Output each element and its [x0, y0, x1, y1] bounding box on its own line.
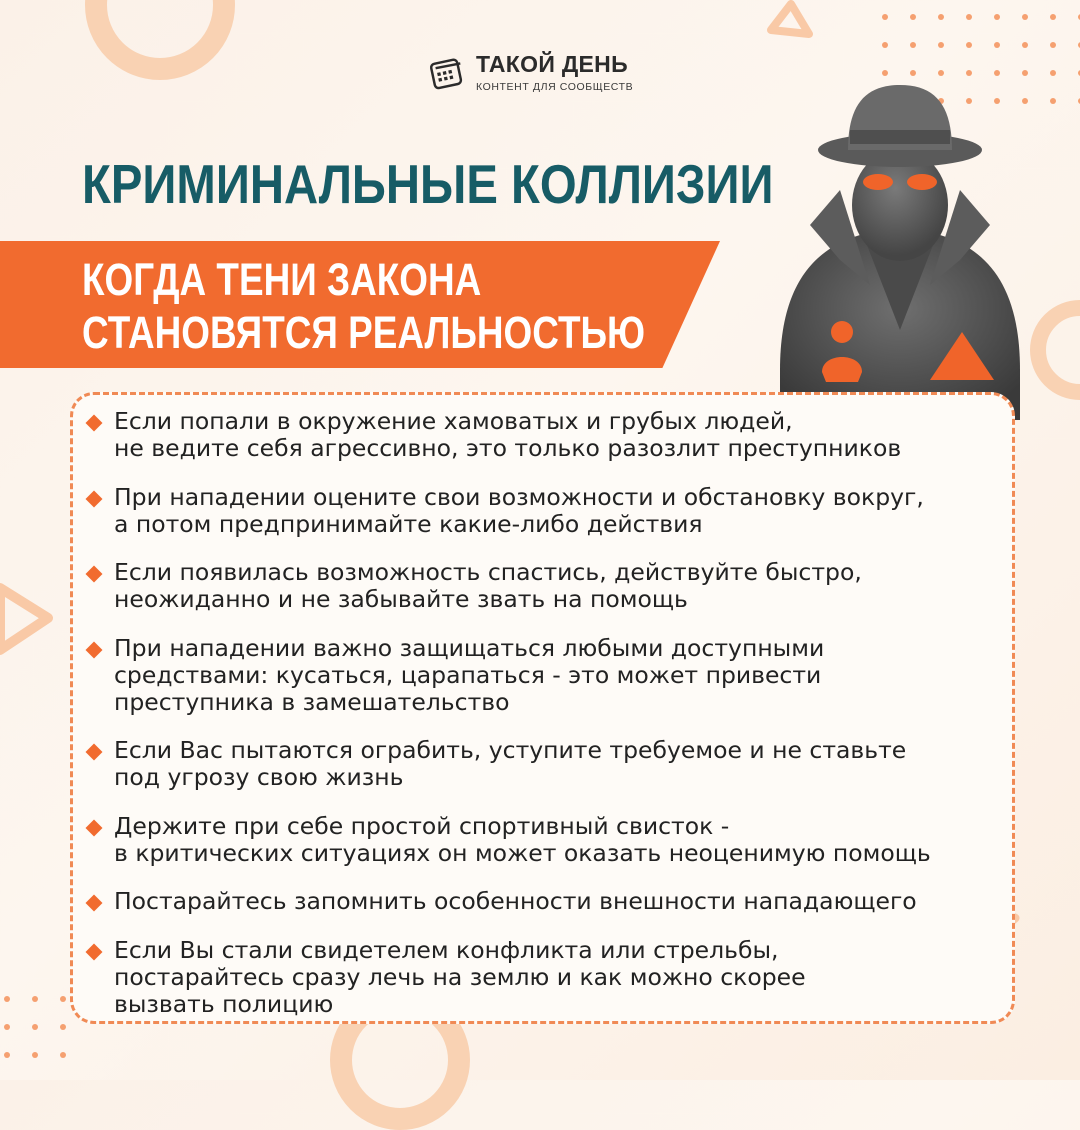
diamond-bullet-icon [86, 744, 103, 761]
page-title: КРИМИНАЛЬНЫЕ КОЛЛИЗИИ [82, 153, 774, 215]
calendar-icon [428, 53, 466, 91]
decor-triangle-top-right [765, 0, 815, 40]
decor-ring-top [85, 0, 235, 80]
list-item [84, 813, 1014, 867]
diamond-bullet-icon [86, 819, 103, 836]
decor-triangle-left [0, 580, 60, 660]
list-item [84, 408, 1014, 462]
tip-text: Если попали в окружение хамоватых и грубых людей, не ведите себя агрессивно, это только разозлит преступников [114, 407, 902, 462]
spy-figure-icon [770, 70, 1030, 430]
brand-logo [428, 47, 668, 99]
tip-text: Если Вы стали свидетелем конфликта или стрельбы, постарайтесь сразу лечь на землю и как можно скорее вызвать полицию [114, 935, 806, 1018]
subtitle [82, 253, 645, 359]
brand-tagline: КОНТЕНТ ДЛЯ СООБЩЕСТВ [476, 81, 634, 93]
list-item [84, 484, 1014, 538]
list-item [84, 888, 1014, 915]
brand-name: ТАКОЙ ДЕНЬ [476, 51, 628, 77]
subtitle-line-2: СТАНОВЯТСЯ РЕАЛЬНОСТЬЮ [82, 307, 646, 358]
list-item [84, 559, 1014, 613]
diamond-bullet-icon [86, 943, 103, 960]
list-item [84, 937, 1014, 1018]
diamond-bullet-icon [86, 415, 103, 432]
diamond-bullet-icon [86, 895, 103, 912]
tip-text: При нападении оцените свои возможности и обстановку вокруг, а потом предпринимайте какие-либо действия [114, 482, 924, 538]
list-item [84, 737, 1014, 791]
tip-text: Держите при себе простой спортивный свисток - в критических ситуациях он может оказать неоценимую помощь [114, 811, 931, 867]
tip-text: Постарайтесь запомнить особенности внешности нападающего [114, 887, 917, 915]
decor-ring-right [1030, 300, 1080, 400]
decor-dots-bottom-left [4, 996, 66, 1058]
subtitle-line-1: КОГДА ТЕНИ ЗАКОНА [82, 254, 482, 305]
list-item [84, 635, 1014, 716]
tips-list [84, 408, 1014, 1039]
tip-text: Если Вас пытаются ограбить, уступите требуемое и не ставьте под угрозу свою жизнь [114, 736, 907, 791]
diamond-bullet-icon [86, 641, 103, 658]
diamond-bullet-icon [86, 566, 103, 583]
diamond-bullet-icon [86, 490, 103, 507]
tip-text: При нападении важно защищаться любыми доступными средствами: кусаться, царапаться - это может привести преступника в замешательство [114, 633, 825, 716]
tip-text: Если появилась возможность спастись, действуйте быстро, неожиданно и не забывайте звать на помощь [114, 558, 862, 613]
